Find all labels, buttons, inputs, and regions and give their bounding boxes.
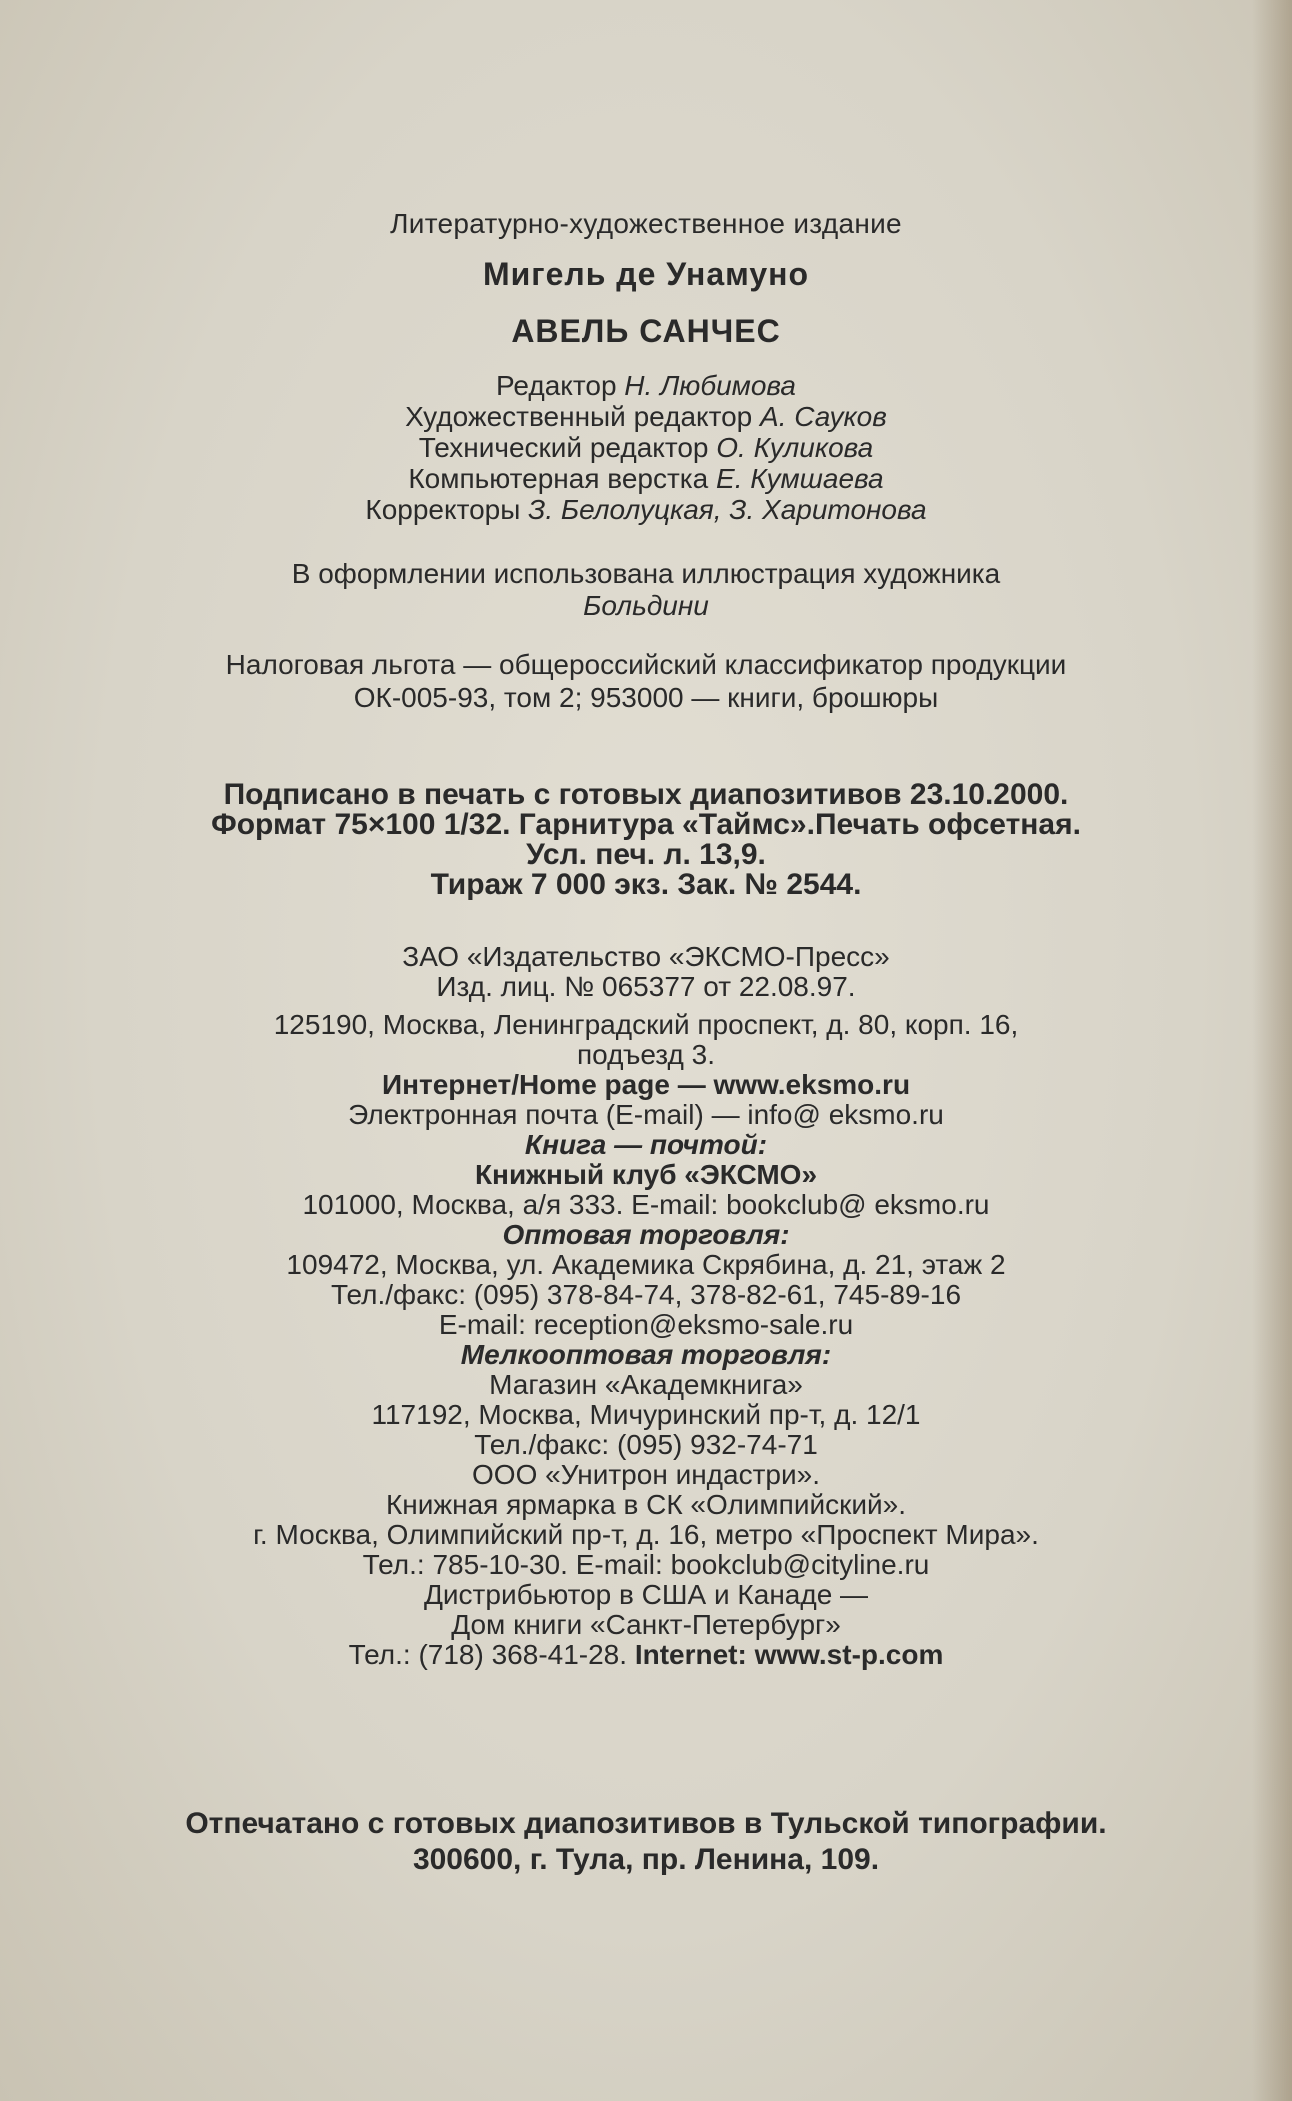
printed-line-1: Отпечатано с готовых диапозитивов в Тульской типографии. (185, 1807, 1107, 1840)
wholesale-heading: Оптовая торговля: (502, 1219, 790, 1250)
author-name: Мигель де Унамуно (482, 256, 810, 292)
shop-name: Магазин «Академкнига» (489, 1369, 803, 1400)
publisher-license: Изд. лиц. № 065377 от 22.08.97. (436, 971, 856, 1002)
credits-block (0, 370, 1292, 525)
credit-proofreaders: Корректоры З. Белолуцкая, З. Харитонова (365, 494, 927, 525)
shop-phone: Тел./факс: (095) 932-74-71 (474, 1429, 818, 1460)
distributor-contacts (0, 1640, 1292, 1670)
book-club-name: Книжный клуб «ЭКСМО» (474, 1159, 818, 1190)
publisher-internet: Интернет/Home page — www.eksmo.ru (381, 1069, 911, 1100)
printing-house (0, 1806, 1292, 1878)
tax-line-2: ОК-005-93, том 2; 953000 — книги, брошюры (353, 682, 939, 713)
publisher-email: Электронная почта (E-mail) — info@ eksmo.ru (348, 1099, 944, 1130)
distributor-phone: Тел.: (718) 368-41-28. (348, 1639, 628, 1670)
wholesale-address: 109472, Москва, ул. Академика Скрябина, д. 21, этаж 2 (286, 1249, 1006, 1280)
credit-layout: Компьютерная верстка Е. Кумшаева (408, 463, 884, 494)
book-title: АВЕЛЬ САНЧЕС (511, 313, 781, 349)
unitron-name: ООО «Унитрон индастри». (472, 1459, 820, 1490)
illustration-note (0, 558, 1292, 622)
print-run: Тираж 7 000 экз. Зак. № 2544. (430, 868, 862, 901)
credit-art-editor: Художественный редактор А. Сауков (405, 401, 887, 432)
tax-note (0, 648, 1292, 714)
print-format: Формат 75×100 1/32. Гарнитура «Таймс».Печать офсетная. (211, 808, 1081, 841)
publisher-name: ЗАО «Издательство «ЭКСМО-Пресс» (402, 941, 890, 972)
wholesale-phone: Тел./факс: (095) 378-84-74, 378-82-61, 745-89-16 (330, 1279, 962, 1310)
book-fair: Книжная ярмарка в СК «Олимпийский». (385, 1489, 907, 1520)
publisher-address-1: 125190, Москва, Ленинградский проспект, д. 80, корп. 16, (273, 1009, 1019, 1040)
wholesale-email: E-mail: reception@eksmo-sale.ru (438, 1309, 854, 1340)
small-wholesale-heading: Мелкооптовая торговля: (460, 1339, 832, 1370)
book-club-address: 101000, Москва, а/я 333. E-mail: bookclub@ eksmo.ru (302, 1189, 990, 1220)
mail-order-heading: Книга — почтой: (524, 1129, 768, 1160)
credit-editor: Редактор Н. Любимова (495, 370, 796, 401)
publisher-info (0, 942, 1292, 1670)
book-fair-phone: Тел.: 785-10-30. E-mail: bookclub@cityline.ru (362, 1549, 930, 1580)
publisher-address-2: подъезд 3. (577, 1039, 715, 1070)
tax-line-1: Налоговая льгота — общероссийский классификатор продукции (225, 649, 1067, 680)
credit-tech-editor: Технический редактор О. Куликова (418, 432, 874, 463)
illustration-artist: Больдини (583, 590, 709, 621)
illustration-text: В оформлении использована иллюстрация художника (291, 558, 1001, 589)
print-info (0, 780, 1292, 900)
print-signed: Подписано в печать с готовых диапозитивов 23.10.2000. (223, 778, 1069, 811)
printed-line-2: 300600, г. Тула, пр. Ленина, 109. (412, 1843, 880, 1876)
distributor-internet: Internet: www.st-p.com (634, 1639, 944, 1670)
distributor-name: Дом книги «Санкт-Петербург» (451, 1609, 841, 1640)
shop-address: 117192, Москва, Мичуринский пр-т, д. 12/1 (371, 1399, 921, 1430)
book-fair-address: г. Москва, Олимпийский пр-т, д. 16, метро «Проспект Мира». (253, 1519, 1039, 1550)
edition-type: Литературно-художественное издание (390, 208, 902, 239)
print-sheets: Усл. печ. л. 13,9. (526, 838, 766, 871)
distributor-label: Дистрибьютор в США и Канаде — (423, 1579, 869, 1610)
